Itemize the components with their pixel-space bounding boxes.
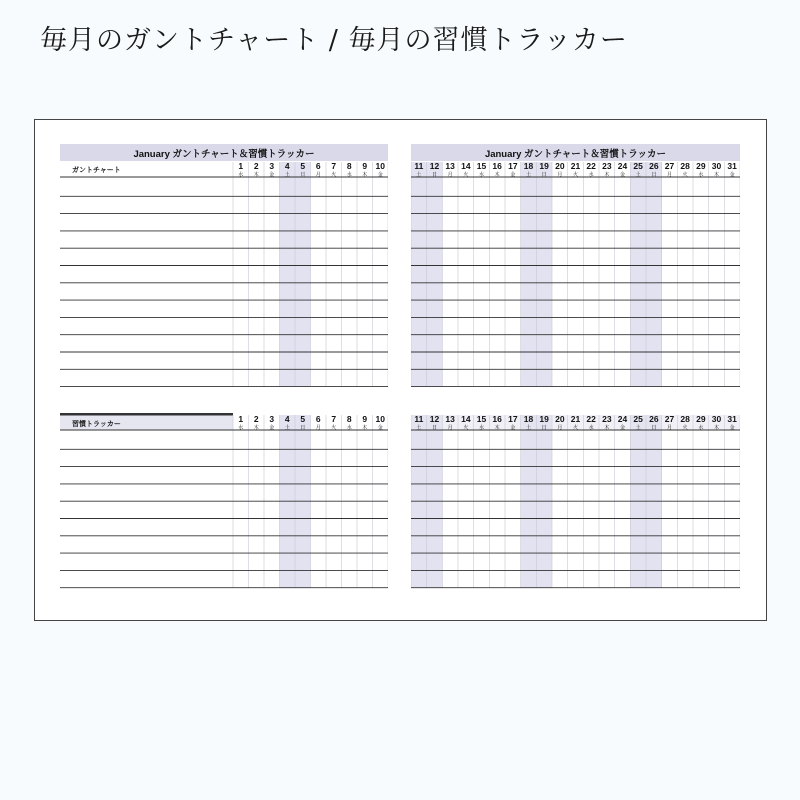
day-number: 8 <box>346 414 352 424</box>
day-weekday: 金 <box>269 425 275 431</box>
day-number: 2 <box>253 414 259 424</box>
day-weekday: 金 <box>510 425 516 431</box>
day-weekday: 土 <box>525 425 531 431</box>
day-weekday: 金 <box>729 425 735 431</box>
day-weekday: 日 <box>541 425 547 431</box>
day-weekday: 水 <box>698 425 704 431</box>
day-number: 15 <box>476 414 487 424</box>
day-number: 25 <box>633 161 643 171</box>
day-number: 22 <box>586 414 596 424</box>
day-number: 2 <box>253 161 259 171</box>
grid <box>60 144 388 602</box>
day-weekday: 木 <box>713 172 719 178</box>
day-number: 23 <box>602 161 612 171</box>
day-number: 16 <box>492 161 502 171</box>
day-weekday: 日 <box>300 172 306 178</box>
panel-header: January ガントチャート＆習慣トラッカー <box>411 144 740 161</box>
day-weekday: 日 <box>300 425 306 431</box>
day-number: 19 <box>539 161 549 171</box>
day-weekday: 月 <box>666 425 672 431</box>
day-weekday: 土 <box>284 425 290 431</box>
day-weekday: 月 <box>447 425 453 431</box>
day-number: 5 <box>300 161 306 171</box>
day-weekday: 月 <box>666 172 672 178</box>
day-weekday: 火 <box>572 172 578 178</box>
day-weekday: 火 <box>463 425 469 431</box>
day-weekday: 火 <box>572 425 578 431</box>
day-number: 6 <box>315 414 321 424</box>
day-weekday: 木 <box>362 425 368 431</box>
day-number: 3 <box>269 414 275 424</box>
weekend-column <box>427 162 443 387</box>
day-weekday: 水 <box>238 425 244 431</box>
day-number: 15 <box>476 161 487 171</box>
day-weekday: 火 <box>463 172 469 178</box>
weekend-column <box>646 162 662 387</box>
day-weekday: 金 <box>269 172 275 178</box>
day-weekday: 日 <box>431 425 437 431</box>
day-weekday: 金 <box>510 172 516 178</box>
day-number: 7 <box>331 161 337 171</box>
grid <box>411 144 740 602</box>
page-title: 毎月のガントチャート / 毎月の習慣トラッカー <box>40 25 628 56</box>
day-weekday: 月 <box>557 425 563 431</box>
day-number: 5 <box>300 414 306 424</box>
day-weekday: 水 <box>588 172 594 178</box>
day-number: 1 <box>238 161 244 171</box>
day-number: 31 <box>727 161 737 171</box>
day-number: 21 <box>570 414 581 424</box>
weekend-column <box>536 162 552 387</box>
day-number: 9 <box>362 161 368 171</box>
day-weekday: 土 <box>416 172 422 178</box>
day-weekday: 水 <box>478 425 484 431</box>
day-number: 21 <box>570 161 581 171</box>
day-weekday: 月 <box>315 425 321 431</box>
day-weekday: 金 <box>729 172 735 178</box>
right-page <box>411 144 740 602</box>
day-weekday: 日 <box>431 172 437 178</box>
day-weekday: 土 <box>525 172 531 178</box>
day-weekday: 金 <box>619 425 625 431</box>
day-weekday: 金 <box>619 172 625 178</box>
day-weekday: 火 <box>682 172 688 178</box>
day-number: 10 <box>375 414 385 424</box>
day-number: 19 <box>539 414 549 424</box>
day-weekday: 火 <box>331 172 337 178</box>
left-page <box>60 144 388 602</box>
day-number: 11 <box>414 161 424 171</box>
panel-header: January ガントチャート＆習慣トラッカー <box>60 144 388 161</box>
day-number: 8 <box>346 161 352 171</box>
day-weekday: 木 <box>253 425 259 431</box>
day-weekday: 水 <box>346 425 352 431</box>
day-number: 14 <box>461 161 471 171</box>
day-weekday: 木 <box>253 172 259 178</box>
day-number: 24 <box>617 161 628 171</box>
planner-sheet <box>34 119 767 621</box>
weekend-column <box>630 162 646 387</box>
day-weekday: 土 <box>635 425 641 431</box>
day-weekday: 木 <box>604 172 610 178</box>
day-number: 4 <box>284 161 290 171</box>
day-weekday: 土 <box>284 172 290 178</box>
day-weekday: 水 <box>478 172 484 178</box>
day-number: 29 <box>696 414 706 424</box>
day-number: 23 <box>602 414 612 424</box>
section-divider <box>60 413 233 416</box>
day-number: 22 <box>586 161 596 171</box>
day-weekday: 土 <box>635 172 641 178</box>
day-number: 13 <box>445 161 455 171</box>
day-number: 30 <box>711 161 722 171</box>
day-weekday: 日 <box>651 425 657 431</box>
day-number: 29 <box>696 161 706 171</box>
day-number: 30 <box>711 414 722 424</box>
day-number: 31 <box>727 414 737 424</box>
day-number: 13 <box>445 414 455 424</box>
day-number: 12 <box>429 414 440 424</box>
day-weekday: 水 <box>346 172 352 178</box>
day-weekday: 火 <box>331 425 337 431</box>
day-number: 18 <box>523 161 534 171</box>
day-number: 25 <box>633 414 643 424</box>
day-weekday: 木 <box>362 172 368 178</box>
day-weekday: 日 <box>541 172 547 178</box>
day-number: 24 <box>617 414 628 424</box>
weekend-column <box>280 162 296 387</box>
day-weekday: 木 <box>604 425 610 431</box>
day-number: 14 <box>461 414 471 424</box>
day-number: 20 <box>555 414 565 424</box>
day-number: 26 <box>649 414 659 424</box>
weekend-column <box>411 162 427 387</box>
weekend-column <box>521 162 537 387</box>
day-weekday: 月 <box>315 172 321 178</box>
day-weekday: 水 <box>698 172 704 178</box>
day-number: 4 <box>284 414 290 424</box>
day-number: 18 <box>523 414 534 424</box>
day-number: 27 <box>664 161 675 171</box>
day-number: 1 <box>238 414 244 424</box>
day-number: 9 <box>362 414 368 424</box>
gantt-section-label: ガントチャート <box>72 167 121 174</box>
day-weekday: 水 <box>238 172 244 178</box>
day-weekday: 金 <box>377 425 383 431</box>
day-number: 26 <box>649 161 659 171</box>
day-weekday: 月 <box>447 172 453 178</box>
day-number: 20 <box>555 161 565 171</box>
day-weekday: 月 <box>557 172 563 178</box>
day-number: 17 <box>508 161 518 171</box>
day-number: 3 <box>269 161 275 171</box>
day-weekday: 日 <box>651 172 657 178</box>
day-number: 28 <box>680 414 690 424</box>
day-number: 11 <box>414 414 424 424</box>
day-number: 10 <box>375 161 385 171</box>
day-weekday: 金 <box>377 172 383 178</box>
day-number: 27 <box>664 414 675 424</box>
day-weekday: 水 <box>588 425 594 431</box>
day-number: 7 <box>331 414 337 424</box>
day-number: 16 <box>492 414 502 424</box>
day-weekday: 土 <box>416 425 422 431</box>
habit-section-label: 習慣トラッカー <box>72 421 121 428</box>
day-number: 12 <box>429 161 440 171</box>
day-weekday: 木 <box>713 425 719 431</box>
day-weekday: 木 <box>494 425 500 431</box>
day-number: 17 <box>508 414 518 424</box>
day-weekday: 木 <box>494 172 500 178</box>
day-weekday: 火 <box>682 425 688 431</box>
day-number: 28 <box>680 161 690 171</box>
weekend-column <box>295 162 311 387</box>
day-number: 6 <box>315 161 321 171</box>
